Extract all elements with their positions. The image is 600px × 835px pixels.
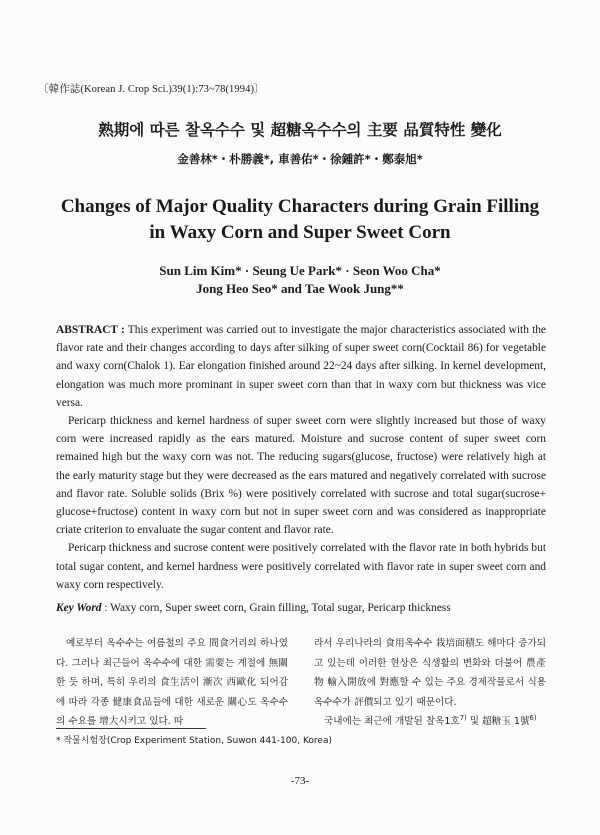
english-authors-line-1: Sun Lim Kim* · Seung Ue Park* · Seon Woo Cha*: [159, 263, 441, 278]
body-column-left: [56, 634, 288, 732]
abstract-label: ABSTRACT :: [56, 324, 125, 336]
abstract: [56, 321, 546, 594]
footnote-affiliation: * 작물시험장(Crop Experiment Station, Suwon 441-100, Korea): [56, 736, 332, 746]
keywords: [56, 602, 546, 614]
english-title: [0, 194, 600, 246]
page-number: -73-: [290, 775, 310, 787]
body-right-paragraph-1: 라서 우리나라의 食用옥수수 栽培面積도 해마다 증가되고 있는데 이러한 현상은 식생활의 변화와 더불어 農產物 輸入開放에 對應할 수 있는 주요 경제작물로서 식용옥수수가 評價되고 있기 때문이다.: [314, 638, 546, 708]
keyword-label: Key Word: [56, 602, 102, 614]
korean-title: 熟期에 따른 찰옥수수 및 超糖옥수수의 主要 品質特性 變化: [98, 121, 502, 139]
citation-ref-6: 6): [529, 714, 537, 723]
english-title-line-1: Changes of Major Quality Characters during Grain Filling: [60, 196, 540, 217]
body-left-paragraph: 예로부터 옥수수는 여름철의 주요 間食거리의 하나였다. 그러나 최근들어 옥수수에 대한 需要는 계절에 無關한 듯 하며, 특히 우리의 食生活이 漸次 西歐化 되어감에 따라 각종 健康食品들에 대한 새로운 關心도 옥수수의 수요를 增大시키고 있다. 따: [56, 638, 288, 728]
keyword-list: : Waxy corn, Super sweet corn, Grain filling, Total sugar, Pericarp thickness: [101, 602, 451, 614]
citation-ref-7: 7): [459, 714, 467, 723]
english-authors: [0, 262, 600, 298]
english-title-line-2: in Waxy Corn and Super Sweet Corn: [149, 222, 451, 243]
abstract-paragraph-3: Pericarp thickness and sucrose content were positively correlated with the flavor rate in both hybrids but total sugar content, and kernel hardness were positively correlated with flavor rate in super sweet corn and waxy corn respectively.: [56, 542, 546, 591]
body-right-text-b: 및 超糖玉 1號: [466, 716, 530, 728]
korean-authors: 金善林*・朴勝義*, 車善佑*・徐鍾許*・鄭泰旭*: [177, 152, 423, 166]
journal-citation: 〔韓作誌(Korean J. Crop Sci.)39(1):73~78(1994)〕: [38, 84, 265, 95]
abstract-paragraph-2: Pericarp thickness and kernel hardness of super sweet corn were slightly increased but those of waxy corn were increased rapidly as the ears matured. Moisture and sucrose content of super sweet corn remained high but the waxy corn was not. The reducing sugars(glucose, fructose) were relatively high at the early maturity stage but they were decreased as the ears matured and negatively correlated with sucrose and flavor rate. Soluble solids (Brix %) were positively correlated with sucrose and total sugar(sucrose+ glucose+fructose) content in waxy corn but not in super sweet corn and was considered as inappropriate criate criterion to envaluate the sugar content and flavor rate.: [56, 415, 546, 537]
body-right-text-a: 국내에는 최근에 개발된 찰옥1호: [324, 716, 460, 728]
abstract-text-1: This experiment was carried out to investigate the major characteristics associated with the flavor rate and their changes according to days after silking of super sweet corn(Cocktail 86) for vegetable and waxy corn(Chalok 1). Ear elongation finished around 22~24 days after silking. In kernel development, elongation was much more prominant in super sweet corn than that in waxy corn but thickness was vice versa.: [56, 324, 546, 409]
abstract-paragraph-1: [56, 321, 546, 412]
body-right-paragraph-2: [314, 712, 546, 732]
footnote-divider: [56, 728, 206, 729]
english-authors-line-2: Jong Heo Seo* and Tae Wook Jung**: [196, 281, 404, 296]
body-column-right: [314, 634, 546, 732]
